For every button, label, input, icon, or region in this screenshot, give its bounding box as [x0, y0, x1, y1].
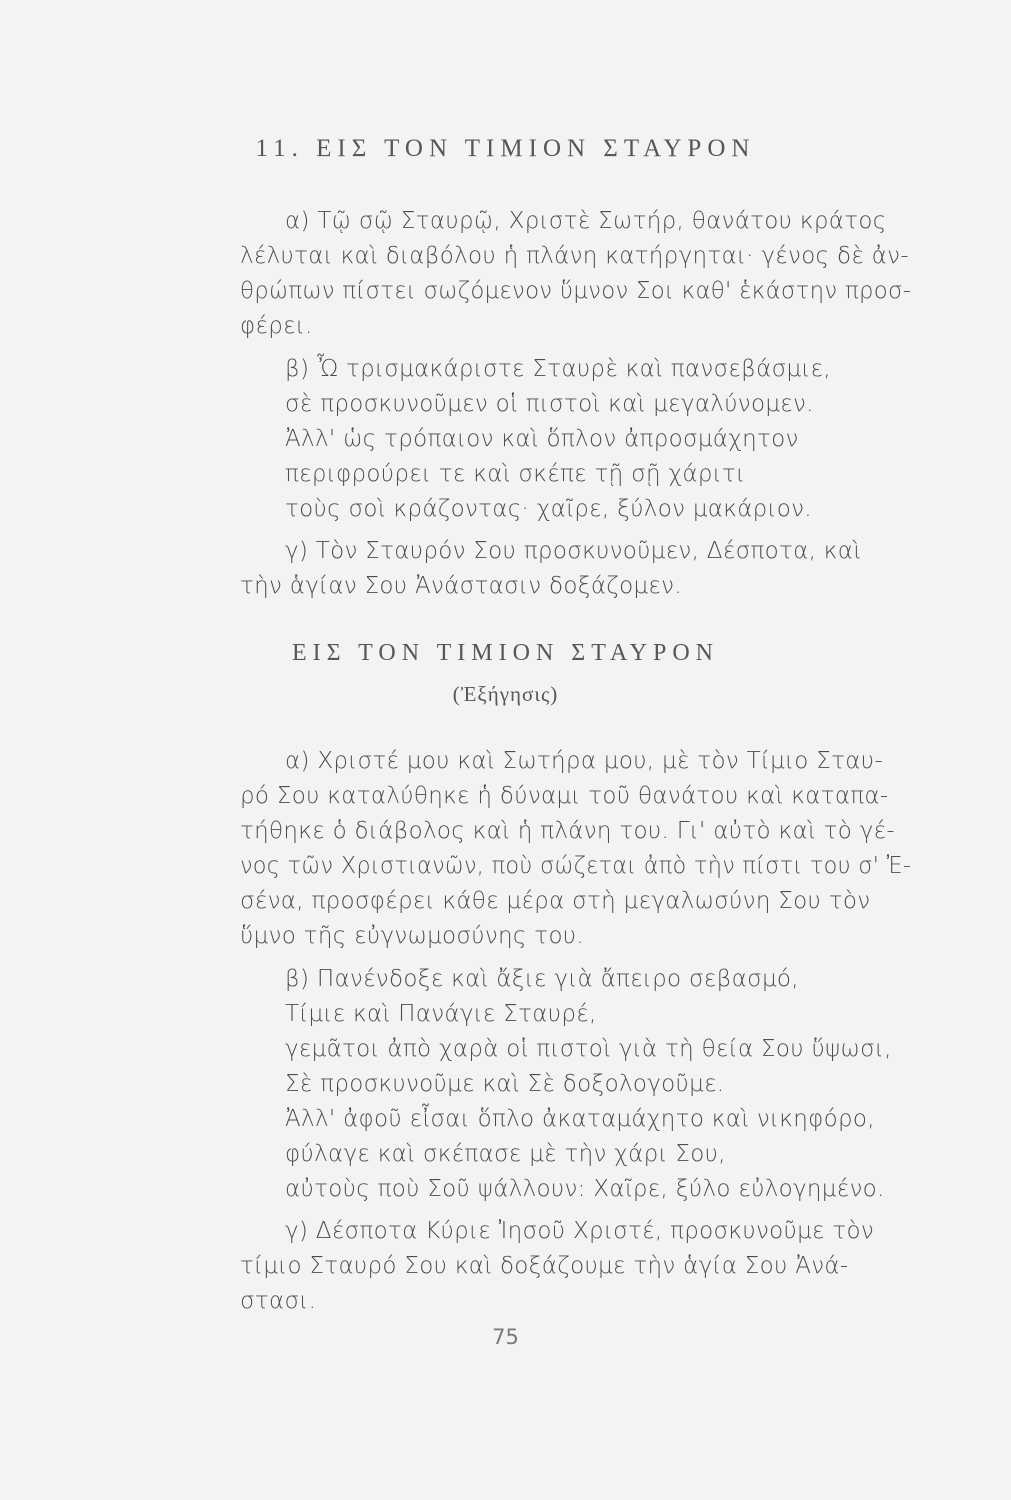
s1-line-5: β) Ὦ τρισμακάριστε Σταυρὲ καὶ πανσεβάσμιε, [285, 356, 831, 382]
page-number: 75 [492, 1325, 519, 1349]
s1-line-1: α) Τῷ σῷ Σταυρῷ, Χριστὲ Σωτήρ, θανάτου κράτος [285, 208, 887, 234]
s2-line-9: γεμᾶτοι ἀπὸ χαρὰ οἱ πιστοὶ γιὰ τὴ θεία Σου ὕψωσι, [285, 1036, 892, 1062]
section-2-subtitle: (Ἐξήγησις) [452, 682, 559, 706]
s2-line-8: Τίμιε καὶ Πανάγιε Σταυρέ, [285, 1001, 597, 1027]
s2-line-16: στασι. [240, 1288, 317, 1314]
s1-line-6: σὲ προσκυνοῦμεν οἱ πιστοὶ καὶ μεγαλύνομεν. [285, 391, 814, 417]
s2-line-15: τίμιο Σταυρό Σου καὶ δοξάζουμε τὴν ἁγία Σου Ἀνά- [240, 1253, 849, 1279]
s2-line-6: ὕμνο τῆς εὐγνωμοσύνης του. [240, 923, 585, 949]
s1-line-8: περιφρούρει τε καὶ σκέπε τῇ σῇ χάριτι [285, 461, 746, 487]
s1-line-11: τὴν ἁγίαν Σου Ἀνάστασιν δοξάζομεν. [240, 573, 682, 599]
section-1-title: 11. ΕΙΣ ΤΟΝ ΤΙΜΙΟΝ ΣΤΑΥΡΟΝ [255, 135, 756, 162]
s2-line-3: τήθηκε ὁ διάβολος καὶ ἡ πλάνη του. Γι' αὐτὸ καὶ τὸ γέ- [240, 818, 895, 844]
s2-line-11: Ἀλλ' ἀφοῦ εἶσαι ὅπλο ἀκαταμάχητο καὶ νικηφόρο, [285, 1106, 875, 1132]
s1-line-3: θρώπων πίστει σωζόμενον ὕμνον Σοι καθ' ἑκάστην προσ- [240, 278, 912, 304]
s1-line-7: Ἀλλ' ὡς τρόπαιον καὶ ὅπλον ἀπροσμάχητον [285, 426, 799, 452]
s2-line-13: αὐτοὺς ποὺ Σοῦ ψάλλουν: Χαῖρε, ξύλο εὐλογημένο. [285, 1176, 885, 1202]
s2-line-14: γ) Δέσποτα Κύριε Ἰησοῦ Χριστέ, προσκυνοῦμε τὸν [285, 1218, 875, 1244]
section-2-title: ΕΙΣ ΤΟΝ ΤΙΜΙΟΝ ΣΤΑΥΡΟΝ [291, 640, 720, 666]
s2-line-1: α) Χριστέ μου καὶ Σωτήρα μου, μὲ τὸν Τίμιο Σταυ- [285, 748, 883, 774]
s1-line-10: γ) Τὸν Σταυρόν Σου προσκυνοῦμεν, Δέσποτα, καὶ [285, 538, 862, 564]
s2-line-4: νος τῶν Χριστιανῶν, ποὺ σώζεται ἀπὸ τὴν πίστι του σ' Ἐ- [240, 853, 912, 879]
s1-line-9: τοὺς σοὶ κράζοντας· χαῖρε, ξύλον μακάριον. [285, 496, 812, 522]
s2-line-12: φύλαγε καὶ σκέπασε μὲ τὴν χάρι Σου, [285, 1141, 726, 1167]
s2-line-7: β) Πανένδοξε καὶ ἄξιε γιὰ ἄπειρο σεβασμό, [285, 966, 799, 992]
s2-line-5: σένα, προσφέρει κάθε μέρα στὴ μεγαλωσύνη Σου τὸν [240, 888, 871, 914]
s1-line-2: λέλυται καὶ διαβόλου ἡ πλάνη κατήργηται· γένος δὲ ἀν- [240, 243, 909, 269]
s1-line-4: φέρει. [240, 313, 313, 339]
s2-line-10: Σὲ προσκυνοῦμε καὶ Σὲ δοξολογοῦμε. [285, 1071, 725, 1097]
s2-line-2: ρό Σου καταλύθηκε ἡ δύναμι τοῦ θανάτου καὶ καταπα- [240, 783, 889, 809]
